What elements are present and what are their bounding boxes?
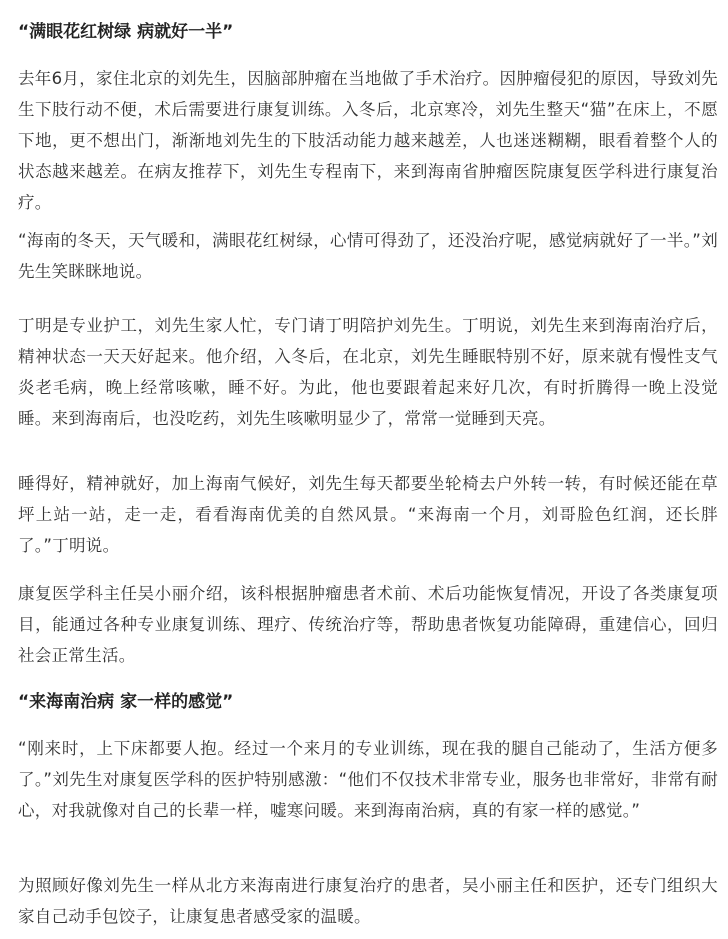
paragraph: 睡得好，精神就好，加上海南气候好，刘先生每天都要坐轮椅去户外转一转，有时候还能在草坪上站一站，走一走，看看海南优美的自然风景。“来海南一个月，刘哥脸色红润，还长胖了。”丁明说。 <box>18 474 718 555</box>
section-heading: “来海南治病 家一样的感觉” <box>18 692 234 712</box>
paragraph: 为照顾好像刘先生一样从北方来海南进行康复治疗的患者，吴小丽主任和医护，还专门组织大家自己动手包饺子，让康复患者感受家的温暖。 <box>18 876 718 926</box>
paragraph: “海南的冬天，天气暖和，满眼花红树绿，心情可得劲了，还没治疗呢，感觉病就好了一半。”刘先生笑眯眯地说。 <box>18 231 718 281</box>
paragraph: 康复医学科主任吴小丽介绍，该科根据肿瘤患者术前、术后功能恢复情况，开设了各类康复项目，能通过各种专业康复训练、理疗、传统治疗等，帮助患者恢复功能障碍，重建信心，回归社会正常生活。 <box>18 584 718 665</box>
paragraph: 去年6月，家住北京的刘先生，因脑部肿瘤在当地做了手术治疗。因肿瘤侵犯的原因，导致刘先生下肢行动不便，术后需要进行康复训练。入冬后，北京寒冷，刘先生整天“猫”在床上，不愿下地，更不想出门，渐渐地刘先生的下肢活动能力越来越差，人也迷迷糊糊，眼看着整个人的状态越来越差。在病友推荐下，刘先生专程南下，来到海南省肿瘤医院康复医学科进行康复治疗。 <box>18 69 718 212</box>
section-heading: “满眼花红树绿 病就好一半” <box>18 22 234 42</box>
paragraph: 丁明是专业护工，刘先生家人忙，专门请丁明陪护刘先生。丁明说，刘先生来到海南治疗后，精神状态一天天好起来。他介绍，入冬后，在北京，刘先生睡眠特别不好，原来就有慢性支气炎老毛病，晚上经常咳嗽，睡不好。为此，他也要跟着起来好几次，有时折腾得一晚上没觉睡。来到海南后，也没吃药，刘先生咳嗽明显少了，常常一觉睡到天亮。 <box>18 316 718 428</box>
paragraph: “刚来时，上下床都要人抱。经过一个来月的专业训练，现在我的腿自己能动了，生活方便多了。”刘先生对康复医学科的医护特别感激：“他们不仅技术非常专业，服务也非常好，非常有耐心，对我就像对自己的长辈一样，嘘寒问暖。来到海南治病，真的有家一样的感觉。” <box>18 739 718 820</box>
